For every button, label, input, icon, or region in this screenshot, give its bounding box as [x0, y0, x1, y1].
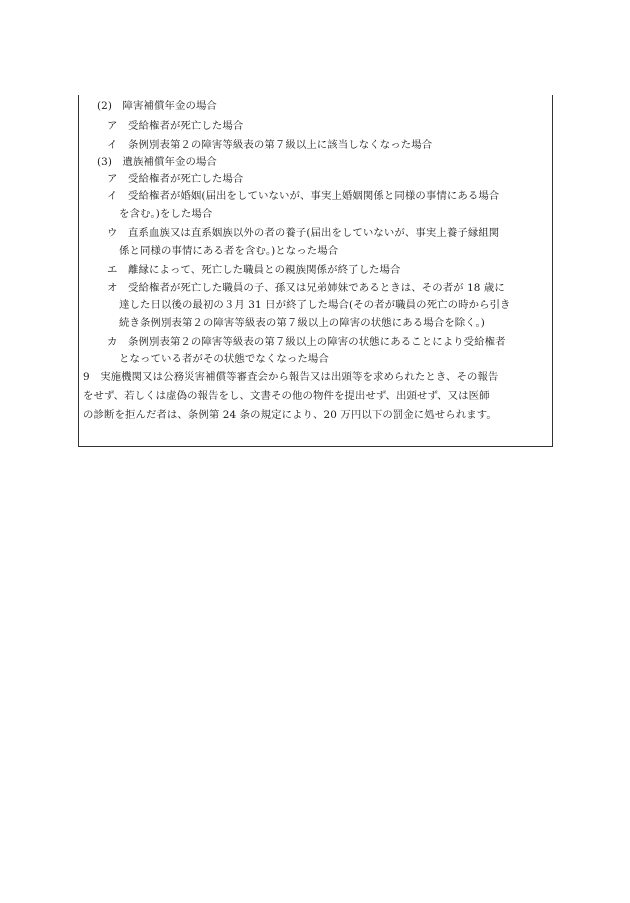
- section-2-item-a: ア 受給権者が死亡した場合: [107, 120, 244, 132]
- section-2-item-i: イ 条例別表第２の障害等級表の第７級以上に該当しなくなった場合: [107, 139, 433, 151]
- section-9-line1: 9 実施機関又は公務災害補償等審査会から報告又は出頭等を求められたとき、その報告: [83, 371, 499, 383]
- section-3-item-ka-line2: となっている者がその状態でなくなった場合: [119, 353, 329, 365]
- section-9-line3: の診断を拒んだ者は、条例第 24 条の規定により、20 万円以下の罰金に処せられます。: [83, 409, 497, 421]
- section-3-item-o-line3: 続き条例別表第２の障害等級表の第７級以上の障害の状態にある場合を除く。): [119, 317, 485, 329]
- section-2-heading: (2) 障害補償年金の場合: [97, 100, 217, 112]
- section-3-heading: (3) 遺族補償年金の場合: [97, 156, 217, 168]
- section-9-line2: をせず、若しくは虚偽の報告をし、文書その他の物件を提出せず、出頭せず、又は医師: [83, 390, 490, 402]
- section-3-item-o-line1: オ 受給権者が死亡した職員の子、孫又は兄弟姉妹であるときは、その者が 18 歳に: [107, 282, 505, 294]
- section-3-item-u-line2: 係と同様の事情にある者を含む。)となった場合: [119, 245, 339, 257]
- section-3-item-u-line1: ウ 直系血族又は直系姻族以外の者の養子(届出をしていないが、事実上養子縁組関: [107, 227, 500, 239]
- section-3-item-a: ア 受給権者が死亡した場合: [107, 173, 244, 185]
- section-3-item-e: エ 離縁によって、死亡した職員との親族関係が終了した場合: [107, 264, 401, 276]
- section-3-item-i-line1: イ 受給権者が婚姻(届出をしていないが、事実上婚姻関係と同様の事情にある場合: [107, 190, 500, 202]
- section-3-item-ka-line1: カ 条例別表第２の障害等級表の第７級以上の障害の状態にあることにより受給権者: [107, 336, 506, 348]
- section-3-item-i-line2: を含む。)をした場合: [119, 208, 213, 220]
- section-3-item-o-line2: 達した日以後の最初の３月 31 日が終了した場合(その者が職員の死亡の時から引き: [119, 299, 511, 311]
